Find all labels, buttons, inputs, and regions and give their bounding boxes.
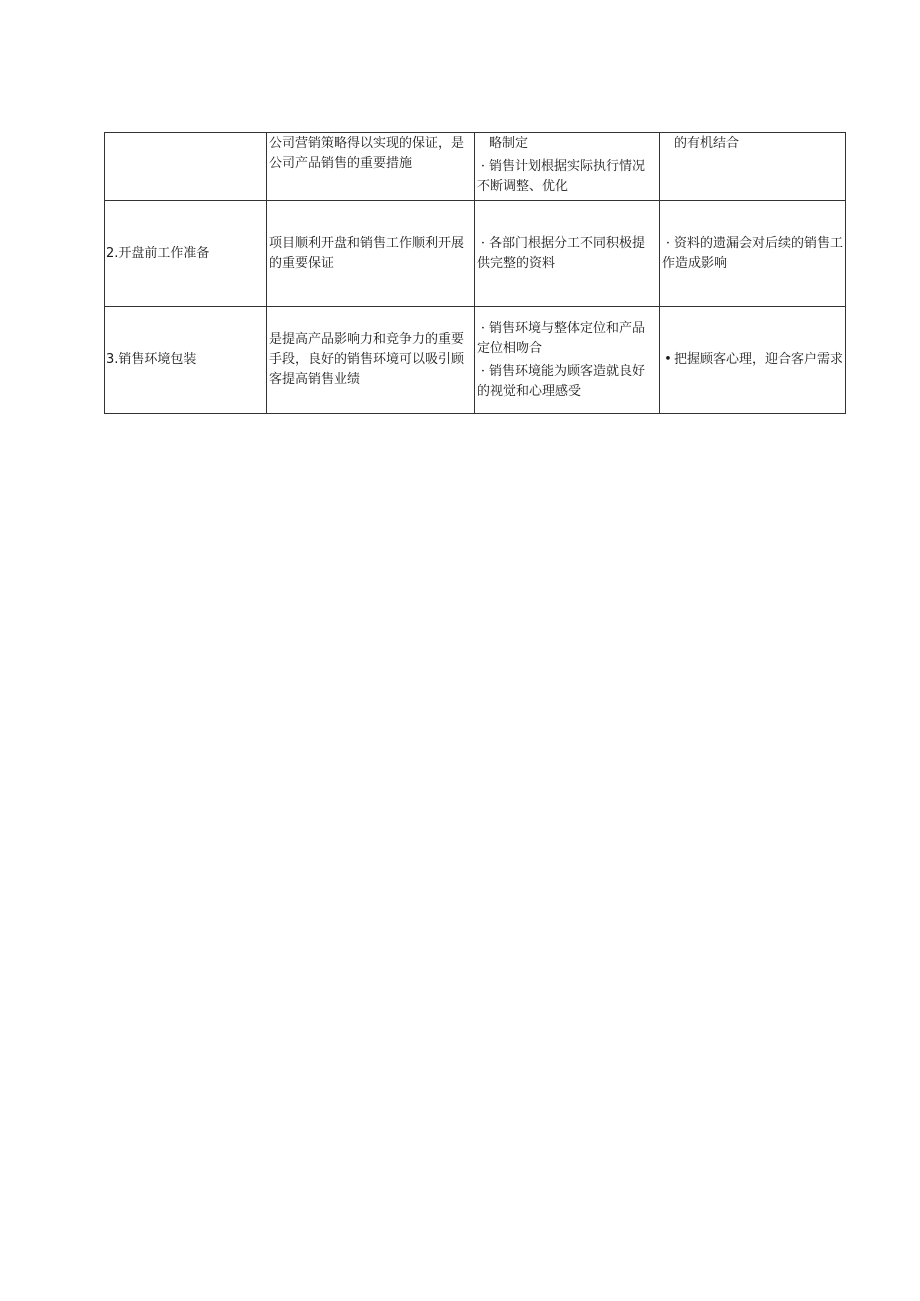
row-label-cell bbox=[105, 133, 267, 201]
bullet-marker: · bbox=[480, 235, 486, 251]
purpose-text: 是提高产品影响力和竞争力的重要手段，良好的销售环境可以吸引顾客提高销售业绩 bbox=[269, 332, 465, 387]
bullet-marker: • bbox=[664, 352, 672, 367]
purpose-text: 公司营销策略得以实现的保证，是公司产品销售的重要措施 bbox=[269, 136, 465, 171]
requirement-text: 销售环境能为顾客造就良好的视觉和心理感受 bbox=[477, 363, 646, 399]
purpose-cell bbox=[267, 307, 475, 414]
requirements-cell bbox=[475, 133, 660, 201]
requirement-text: 略制定 bbox=[489, 136, 529, 151]
table-row bbox=[105, 307, 846, 414]
bullet-marker: · bbox=[480, 159, 486, 174]
bullet-marker: · bbox=[665, 235, 671, 251]
requirement-text: 销售环境与整体定位和产品定位相吻合 bbox=[477, 320, 646, 356]
requirement-item bbox=[477, 362, 657, 402]
requirement-text: 销售计划根据实际执行情况不断调整、优化 bbox=[477, 159, 646, 194]
row-label-cell bbox=[105, 307, 267, 414]
notes-cell bbox=[660, 201, 846, 307]
notes-cell bbox=[660, 133, 846, 201]
table-row bbox=[105, 133, 846, 201]
requirement-item bbox=[477, 134, 657, 154]
note-item bbox=[662, 234, 843, 274]
row-label-cell bbox=[105, 201, 267, 307]
purpose-cell bbox=[267, 201, 475, 307]
requirements-cell bbox=[475, 201, 660, 307]
purpose-cell bbox=[267, 133, 475, 201]
note-item bbox=[662, 134, 843, 154]
table-row bbox=[105, 201, 846, 307]
requirement-text: 各部门根据分工不同积极提供完整的资料 bbox=[477, 235, 646, 271]
content-table bbox=[104, 132, 846, 414]
requirement-item bbox=[477, 319, 657, 359]
purpose-text: 项目顺利开盘和销售工作顺利开展的重要保证 bbox=[269, 235, 465, 271]
note-text: 把握顾客心理，迎合客户需求 bbox=[674, 352, 844, 367]
note-text: 的有机结合 bbox=[674, 136, 740, 151]
bullet-marker: · bbox=[480, 363, 486, 379]
requirement-item bbox=[477, 157, 657, 197]
notes-cell bbox=[660, 307, 846, 414]
bullet-marker: · bbox=[480, 320, 486, 336]
row-label: 3.销售环境包装 bbox=[106, 352, 197, 367]
requirement-item bbox=[477, 234, 657, 274]
note-text: 资料的遗漏会对后续的销售工作造成影响 bbox=[662, 235, 844, 271]
requirements-cell bbox=[475, 307, 660, 414]
row-label: 2.开盘前工作准备 bbox=[106, 245, 210, 261]
note-item bbox=[662, 350, 843, 370]
